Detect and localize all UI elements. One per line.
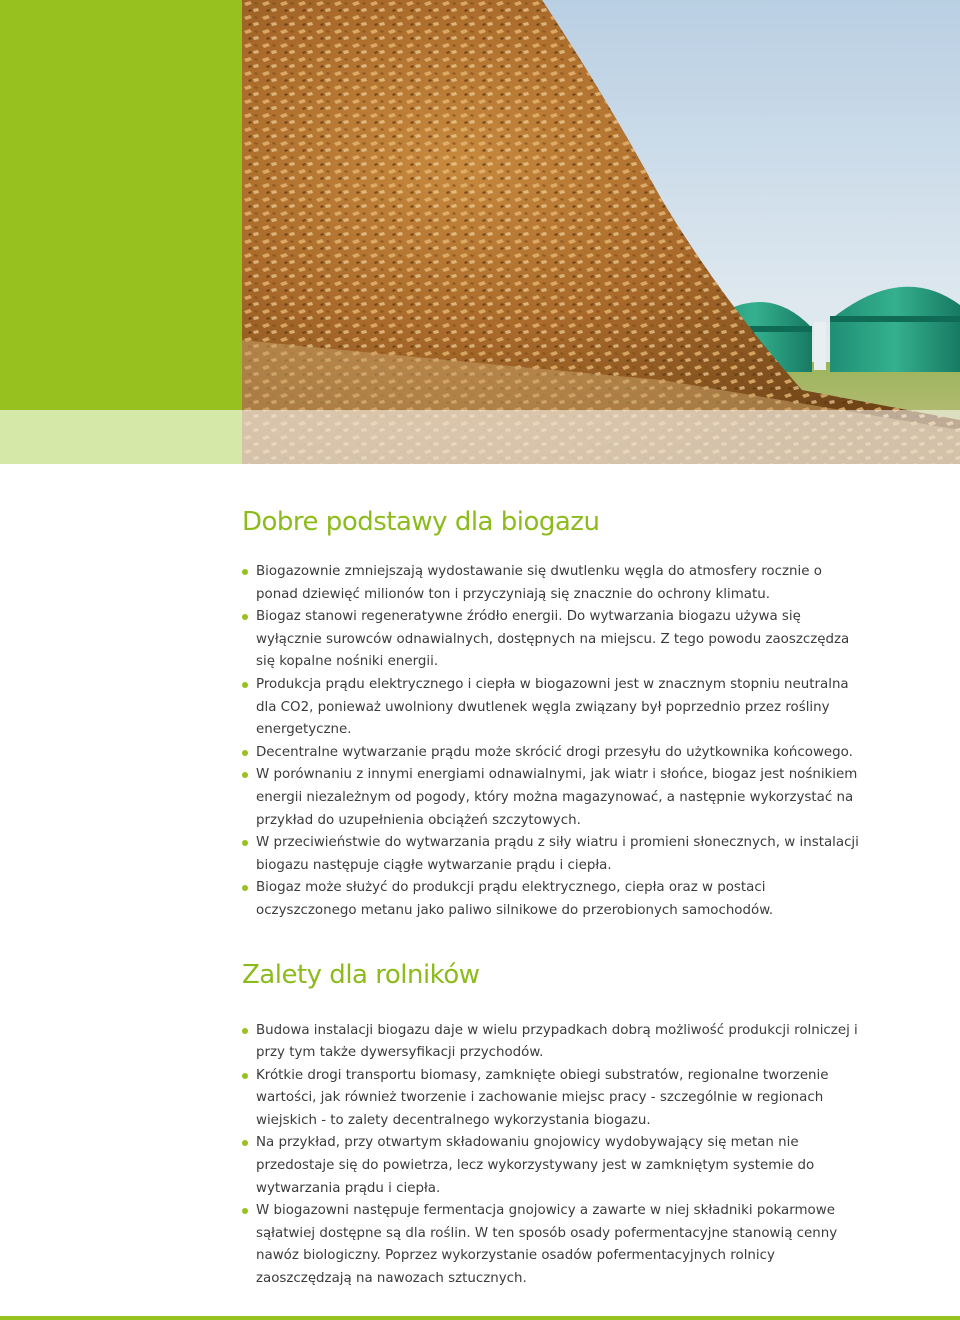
section-biogas-basics bbox=[242, 500, 862, 923]
list-item-text: Biogazownie zmniejszają wydostawanie się dwutlenku węgla do atmosfery rocznie o ponad dziewięć milionów ton i przyczyniają się znacznie do ochrony klimatu. bbox=[256, 564, 822, 602]
list-item bbox=[242, 561, 862, 606]
bullet-icon bbox=[242, 569, 248, 575]
bullet-icon bbox=[242, 614, 248, 620]
list-item-text: W porównaniu z innymi energiami odnawialnymi, jak wiatr i słońce, biogaz jest nośnikiem energii niezależnym od pogody, który można magazynować, a następnie wykorzystać na przykład do uzupełnienia obciążeń szczytowych. bbox=[256, 767, 858, 828]
bullet-icon bbox=[242, 772, 248, 778]
list-item-text: Produkcja prądu elektrycznego i ciepła w biogazowni jest w znacznym stopniu neutralna dla CO2, ponieważ uwolniony dwutlenek węgla związany był poprzednio przez rośliny energetyczne. bbox=[256, 676, 849, 738]
list-item bbox=[242, 877, 862, 922]
bullet-icon bbox=[242, 1073, 248, 1079]
bullet-icon bbox=[242, 840, 248, 846]
bullet-icon bbox=[242, 885, 248, 891]
list-item-text: Biogaz stanowi regeneratywne źródło energii. Do wytwarzania biogazu używa się wyłącznie surowców odnawialnych, dostępnych na miejscu. Z tego powodu zaoszczędza się kopalne nośniki energii. bbox=[256, 609, 850, 670]
bullet-icon bbox=[242, 1140, 248, 1146]
list-item-text: W przeciwieństwie do wytwarzania prądu z siły wiatru i promieni słonecznych, w instalacji biogazu następuje ciągłe wytwarzanie prądu i ciepła. bbox=[256, 835, 859, 873]
list-item-text: Decentralne wytwarzanie prądu może skrócić drogi przesyłu do użytkownika końcowego. bbox=[256, 744, 853, 760]
list-item bbox=[242, 1132, 862, 1200]
bullet-icon bbox=[242, 1028, 248, 1034]
list-item-text: Krótkie drogi transportu biomasy, zamknięte obiegi substratów, regionalne tworzenie wartości, jak również tworzenie i zachowanie miejsc pracy - szczególnie w regionach wiejskich - to zalety decentralnego wykorzystania biogazu. bbox=[256, 1067, 829, 1128]
bullet-icon bbox=[242, 1208, 248, 1214]
section-title: Zalety dla rolników bbox=[242, 959, 480, 990]
section-title: Dobre podstawy dla biogazu bbox=[242, 507, 600, 537]
list-item-text: Budowa instalacji biogazu daje w wielu przypadkach dobrą możliwość produkcji rolniczej i przy tym także dywersyfikacji przychodów. bbox=[256, 1022, 858, 1061]
list-item-text: Biogaz może służyć do produkcji prądu elektrycznego, ciepła oraz w postaci oczyszczonego metanu jako paliwo silnikowe do przerobionych samochodów. bbox=[256, 880, 774, 918]
biomass-photo bbox=[242, 0, 960, 464]
bullet-list bbox=[242, 561, 862, 923]
bottom-accent-line bbox=[0, 1316, 960, 1320]
list-item-text: W biogazowni następuje fermentacja gnojowicy a zawarte w niej składniki pokarmowe sąłatwiej dostępne są dla roślin. W ten sposób osady pofermentacyjne stanowią cenny nawóz biologiczny. Poprzez wykorzystanie osadów pofermentacyjnych rolnicy zaoszczędzają na nawozach sztucznych. bbox=[256, 1203, 838, 1287]
main-content bbox=[242, 500, 862, 1291]
list-item bbox=[242, 1200, 862, 1290]
photo-fade-strip bbox=[242, 410, 960, 464]
bullet-list bbox=[242, 1020, 862, 1291]
list-item bbox=[242, 1065, 862, 1133]
green-side-bar bbox=[0, 0, 242, 410]
list-item bbox=[242, 1020, 862, 1065]
list-item bbox=[242, 742, 862, 765]
list-item bbox=[242, 764, 862, 832]
list-item bbox=[242, 606, 862, 674]
green-side-bar-light bbox=[0, 410, 242, 464]
list-item bbox=[242, 674, 862, 742]
list-item-text: Na przykład, przy otwartym składowaniu gnojowicy wydobywający się metan nie przedostaje się do powietrza, lecz wykorzystywany jest w zamkniętym systemie do wytwarzania prądu i ciepła. bbox=[256, 1135, 815, 1196]
bullet-icon bbox=[242, 682, 248, 688]
section-farmer-benefits bbox=[242, 953, 862, 1291]
list-item bbox=[242, 832, 862, 877]
bullet-icon bbox=[242, 750, 248, 756]
